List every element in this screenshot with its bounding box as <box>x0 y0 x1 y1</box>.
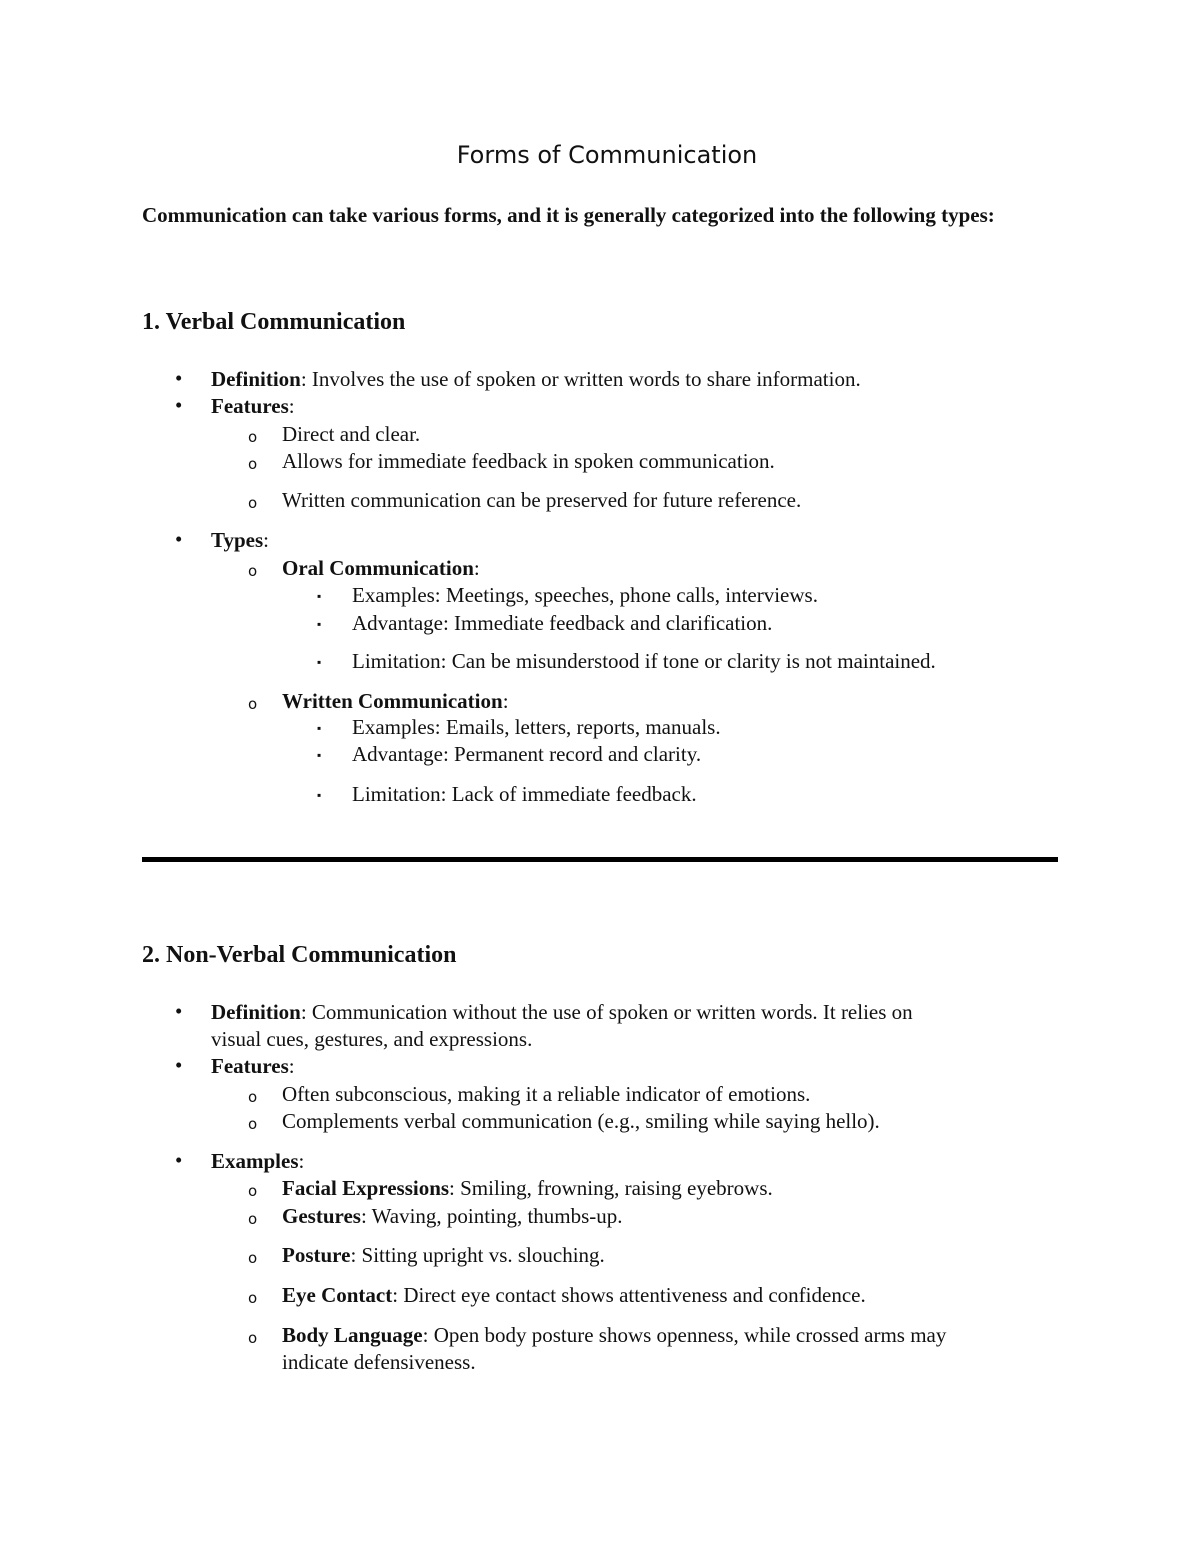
list-item: Advantage: Permanent record and clarity. <box>352 742 702 766</box>
types-label: Types <box>211 528 264 552</box>
list-item <box>282 1282 866 1309</box>
list-item-continuation: indicate defensiveness. <box>282 1350 476 1374</box>
nonverbal-heading: 2. Non-Verbal Communication <box>142 942 457 968</box>
nonverbal-examples <box>211 1148 304 1175</box>
circle-bullet-icon: o <box>248 455 258 473</box>
circle-bullet-icon: o <box>248 1115 258 1133</box>
circle-bullet-icon: o <box>248 494 258 512</box>
nonverbal-definition <box>211 999 913 1026</box>
item-text: : Sitting upright vs. slouching. <box>350 1243 605 1267</box>
list-item: Limitation: Can be misunderstood if tone or clarity is not maintained. <box>352 649 936 673</box>
nonverbal-features <box>211 1053 295 1080</box>
disc-bullet-icon: • <box>175 1053 183 1077</box>
item-text: : Smiling, frowning, raising eyebrows. <box>449 1176 773 1200</box>
circle-bullet-icon: o <box>248 428 258 446</box>
verbal-types <box>211 527 269 554</box>
item-label: Body Language <box>282 1323 423 1347</box>
horizontal-divider <box>142 857 1058 862</box>
square-bullet-icon: ▪ <box>317 748 322 762</box>
item-label: Gestures <box>282 1204 361 1228</box>
disc-bullet-icon: • <box>175 999 183 1023</box>
item-text: : Waving, pointing, thumbs-up. <box>360 1204 623 1228</box>
list-item: Written communication can be preserved for future reference. <box>282 488 802 512</box>
oral-communication <box>282 555 480 582</box>
circle-bullet-icon: o <box>248 562 258 580</box>
list-item <box>282 1203 623 1230</box>
item-text: : Direct eye contact shows attentiveness and confidence. <box>392 1283 866 1307</box>
colon: : <box>502 689 509 713</box>
square-bullet-icon: ▪ <box>317 589 322 603</box>
circle-bullet-icon: o <box>248 1088 258 1106</box>
list-item: Allows for immediate feedback in spoken communication. <box>282 449 775 473</box>
disc-bullet-icon: • <box>175 527 183 551</box>
square-bullet-icon: ▪ <box>317 617 322 631</box>
list-item: Complements verbal communication (e.g., smiling while saying hello). <box>282 1109 880 1133</box>
disc-bullet-icon: • <box>175 1148 183 1172</box>
item-label: Facial Expressions <box>282 1176 450 1200</box>
list-item: Advantage: Immediate feedback and clarification. <box>352 611 773 635</box>
oral-label: Oral Communication <box>282 556 474 580</box>
verbal-features <box>211 393 295 420</box>
definition-label: Definition <box>211 1000 301 1024</box>
written-communication <box>282 688 509 715</box>
written-label: Written Communication <box>282 689 503 713</box>
item-label: Posture <box>282 1243 351 1267</box>
square-bullet-icon: ▪ <box>317 721 322 735</box>
verbal-definition <box>211 366 861 393</box>
circle-bullet-icon: o <box>248 1182 258 1200</box>
circle-bullet-icon: o <box>248 695 258 713</box>
list-item: Examples: Emails, letters, reports, manuals. <box>352 715 721 739</box>
item-text: : Open body posture shows openness, while crossed arms may <box>422 1323 947 1347</box>
colon: : <box>288 1054 295 1078</box>
item-label: Eye Contact <box>282 1283 393 1307</box>
square-bullet-icon: ▪ <box>317 655 322 669</box>
list-item: Examples: Meetings, speeches, phone calls, interviews. <box>352 583 818 607</box>
list-item <box>282 1242 605 1269</box>
disc-bullet-icon: • <box>175 366 183 390</box>
disc-bullet-icon: • <box>175 393 183 417</box>
list-item: Direct and clear. <box>282 422 421 446</box>
square-bullet-icon: ▪ <box>317 788 322 802</box>
intro-paragraph: Communication can take various forms, and it is generally categorized into the following types: <box>142 203 995 227</box>
page-title: Forms of Communication <box>456 141 758 169</box>
colon: : <box>473 556 480 580</box>
circle-bullet-icon: o <box>248 1249 258 1267</box>
examples-label: Examples <box>211 1149 299 1173</box>
list-item: Limitation: Lack of immediate feedback. <box>352 782 697 806</box>
definition-continuation: visual cues, gestures, and expressions. <box>211 1027 533 1051</box>
circle-bullet-icon: o <box>248 1210 258 1228</box>
circle-bullet-icon: o <box>248 1329 258 1347</box>
circle-bullet-icon: o <box>248 1289 258 1307</box>
list-item <box>282 1322 946 1349</box>
definition-label: Definition <box>211 367 301 391</box>
features-label: Features <box>211 1054 289 1078</box>
colon: : <box>298 1149 305 1173</box>
list-item: Often subconscious, making it a reliable indicator of emotions. <box>282 1082 811 1106</box>
verbal-heading: 1. Verbal Communication <box>142 309 406 335</box>
list-item <box>282 1175 773 1202</box>
colon: : <box>288 394 295 418</box>
definition-text: : Involves the use of spoken or written words to share information. <box>300 367 861 391</box>
definition-text: : Communication without the use of spoken or written words. It relies on <box>300 1000 913 1024</box>
colon: : <box>263 528 269 552</box>
features-label: Features <box>211 394 289 418</box>
